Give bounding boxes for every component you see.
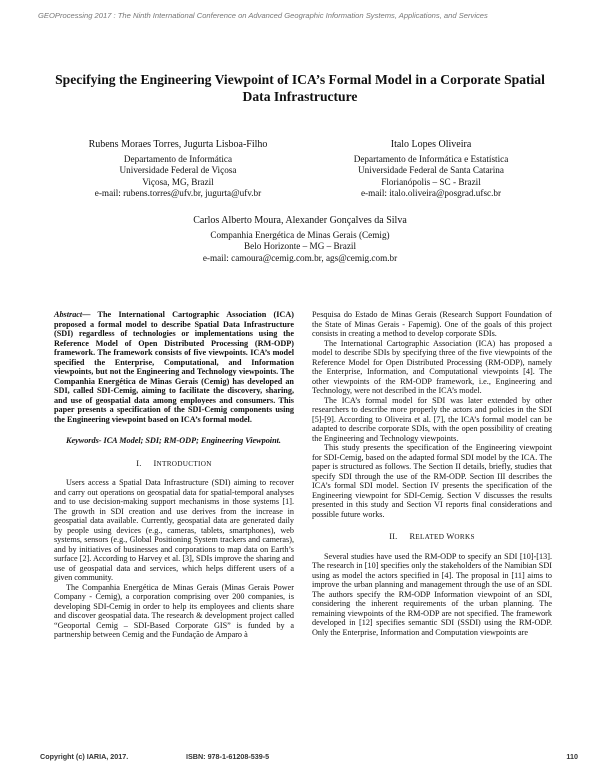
section-title-initial: W: [446, 532, 455, 541]
right-column: [312, 310, 552, 637]
author-email: e-mail: rubens.torres@ufv.br, jugurta@ufv.br: [94, 187, 262, 198]
section-number: I.: [136, 458, 142, 468]
section-title-initial: I: [153, 458, 157, 468]
section-heading-introduction: [54, 459, 294, 470]
paragraph: Pesquisa do Estado de Minas Gerais (Research Support Foundation of the State of Minas Gerais - Fapemig). One of the goals of this project consists in creating a method to develop corporate SDIs.: [312, 310, 552, 338]
affiliation-line: Florianópolis – SC - Brazil: [381, 176, 481, 187]
abstract: [54, 310, 294, 424]
section-title-rest: ELATED: [415, 533, 447, 541]
author-block-2: [318, 138, 544, 199]
paragraph: This study presents the specification of the Engineering viewpoint for SDI-Cemig, based on the adapted formal SDI model by the ICA. The paper is structured as follows. The Section II details, briefly, studies that specify SDI through the use of the RM-ODP. Section III describes the ICA’s formal SDI model. Section IV presents the specification of the Engineering viewpoint for SDI-Cemig. Section V discusses the results presented in this study and Section VI reports final considerations and possible future works.: [312, 443, 552, 519]
author-names: Rubens Moraes Torres, Jugurta Lisboa-Filho: [88, 139, 268, 150]
section-heading-related-works: [312, 532, 552, 543]
paragraph: The ICA’s formal model for SDI was later extended by other researchers to describe more properly the actors and policies in the SDI [5]-[9]. According to Oliveira et al. [7], the ICA’s formal model can be adapted to describe corporate SDIs, with the open possibility of creating the Engineering and Technology viewpoints.: [312, 395, 552, 443]
affiliation-line: Belo Horizonte – MG – Brazil: [243, 241, 356, 252]
abstract-text: — The International Cartographic Association (ICA) proposed a formal model to describe Spatial Data Infrastructure (SDI) regardless of technologies or implementations using the Reference Model of Open Distributed Processing (RM-ODP) framework. The framework consists of five viewpoints. ICA’s model specified the Enterprise, Computational, and Information viewpoints, but not the Engineering and Technology viewpoints. The Companhia Energética de Minas Gerais (Cemig) has developed an SDI, called SDI-Cemig, aiming to facilitate the discovery, sharing, and use of geospatial data among employees and consumers. This paper presents a specification of the SDI-Cemig components using the Engineering viewpoint based on ICA’s formal model.: [54, 310, 294, 424]
author-email: e-mail: italo.oliveira@posgrad.ufsc.br: [360, 187, 502, 198]
section-number: II.: [389, 532, 398, 541]
author-email: e-mail: camoura@cemig.com.br, ags@cemig.com.br: [202, 252, 398, 263]
affiliation-line: Viçosa, MG, Brazil: [142, 176, 214, 187]
affiliation-line: Universidade Federal de Viçosa: [119, 165, 237, 176]
paragraph: Users access a Spatial Data Infrastructure (SDI) aiming to recover and carry out operations on geospatial data for spatial-temporal analyses and to use decision-making support mechanisms in those systems [1]. The growth in SDI creation and use derives from the increase in geospatial data available. Currently, geospatial data are generated daily by people using devices (e.g., cameras, tablets, smartphones), web systems, sensors (e.g., Global Positioning System trackers and cameras), and by initiatives of businesses and corporations to map data on Earth’s surface [2]. According to Harvey et al. [3], SDIs improve the sharing and use of geospatial data and services, which helps different users of a given community.: [54, 478, 294, 582]
author-block-3: [170, 214, 430, 264]
footer-isbn: ISBN: 978-1-61208-539-5: [186, 752, 270, 761]
paper-title: Specifying the Engineering Viewpoint of ICA’s Formal Model in a Corporate Spatial Data Infrastructure: [55, 72, 545, 104]
affiliation-line: Universidade Federal de Santa Catarina: [358, 165, 504, 176]
abstract-lead: Abstract: [54, 310, 83, 319]
paragraph: Several studies have used the RM-ODP to specify an SDI [10]-[13]. The research in [10] specifies only the stakeholders of the Namibian SDI using as model the actors specified in [4]. The proposal in [11] aims to improve the urban planning and management through the use of an SDI. The authors specify the RM-ODP Information viewpoint of an SDI, considering the inherent requirements of the urban planning. The remaining viewpoints of the RM-ODP are not specified. The framework developed in [12] specifies semantic SDI (SSDI) using the RM-ODP. Only the Enterprise, Information and Computation viewpoints are: [312, 551, 552, 637]
footer-copyright: Copyright (c) IARIA, 2017.: [40, 752, 129, 761]
author-names: Italo Lopes Oliveira: [390, 139, 472, 150]
section-title-rest: NTRODUCTION: [156, 459, 212, 468]
section-title-rest: ORKS: [454, 533, 475, 541]
running-head: GEOProcessing 2017 : The Ninth International Conference on Advanced Geographic Information Systems, Applications, and Services: [38, 11, 488, 20]
affiliation-line: Companhia Energética de Minas Gerais (Cemig): [210, 230, 390, 240]
section-title-initial: R: [409, 532, 416, 541]
left-column: [54, 310, 294, 640]
page-number: 110: [566, 752, 578, 761]
keywords: Keywords- ICA Model; SDI; RM-ODP; Engineering Viewpoint.: [66, 436, 281, 445]
affiliation-line: Departamento de Informática: [123, 154, 233, 164]
page-footer: [40, 752, 578, 764]
paragraph: The International Cartographic Association (ICA) has proposed a model to describe SDIs by specifying three of the five viewpoints of the Reference Model for Open Distributed Processing (RM-ODP), namely the Enterprise, Information, and Computational viewpoints [4]. The other viewpoints of the RM-ODP framework, i.e., Engineering and Technology, were not described in the ICA’s model.: [312, 338, 552, 395]
paragraph: The Companhia Energética de Minas Gerais (Minas Gerais Power Company - Cemig), a corporation comprising over 200 companies, is developing SDI-Cemig in order to help its employees and clients share and discover geospatial data. The research & development project called “Geoportal Cemig – SDI-Based Corporate GIS” is funded by a partnership between Cemig and the Fundação de Amparo à: [54, 582, 294, 639]
author-block-1: [60, 138, 296, 199]
author-names: Carlos Alberto Moura, Alexander Gonçalves da Silva: [193, 215, 407, 226]
affiliation-line: Departamento de Informática e Estatística: [353, 154, 509, 164]
